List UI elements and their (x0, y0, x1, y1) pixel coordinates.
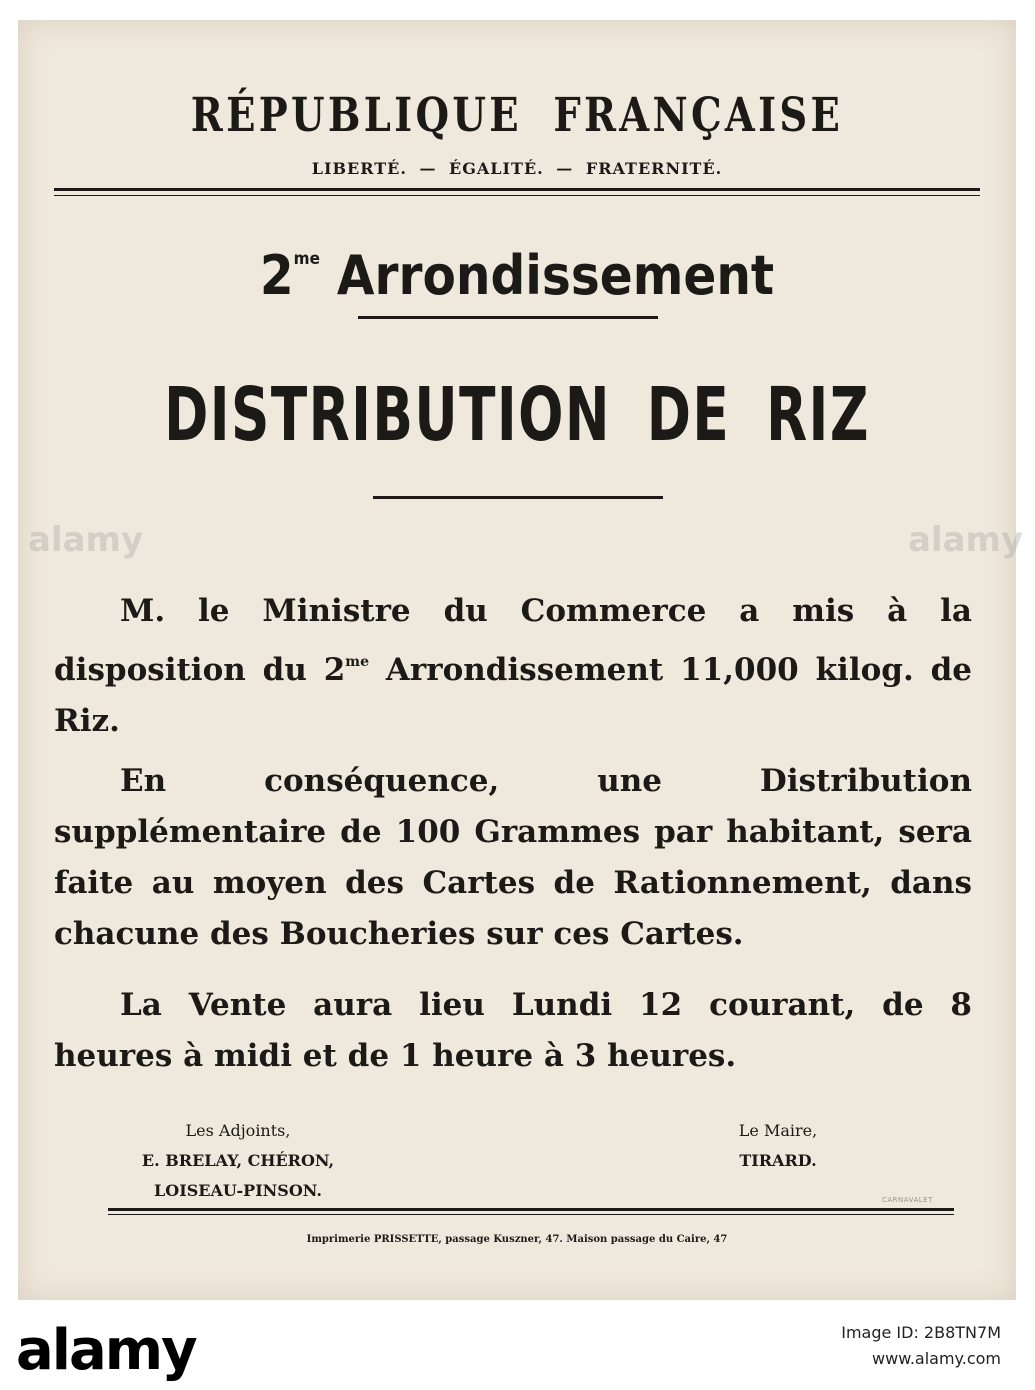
headline-rule (373, 496, 663, 499)
paragraph-ministre-number: 2 (323, 652, 346, 688)
watermark-left: alamy (28, 520, 144, 560)
paragraph-ministre-start: M. le Ministre du Commerce a mis à la disposition du (54, 593, 972, 688)
arrondissement-number: 2 (259, 244, 294, 307)
arrondissement-word: Arrondissement (336, 244, 775, 307)
distribution-headline: DISTRIBUTION DE RIZ (164, 372, 870, 458)
image-id-label: Image ID: 2B8TN7M (841, 1323, 1001, 1342)
watermark-right: alamy (908, 520, 1024, 560)
image-url: www.alamy.com (872, 1349, 1001, 1368)
printer-credit: Imprimerie PRISSETTE, passage Kuszner, 47. Maison passage du Caire, 47 (306, 1234, 728, 1245)
footer-rule-thin (108, 1214, 954, 1215)
republic-motto: LIBERTÉ. — ÉGALITÉ. — FRATERNITÉ. (311, 159, 723, 178)
paragraph-vente: La Vente aura lieu Lundi 12 courant, de 8 heures à midi et de 1 heure à 3 heures. (54, 987, 972, 1074)
republic-title: RÉPUBLIQUE FRANÇAISE (190, 88, 844, 143)
signature-maire-role: Le Maire, (738, 1121, 818, 1140)
paragraph-ministre-suffix: me (345, 654, 370, 670)
footer-rule (108, 1208, 954, 1211)
arrondissement-suffix: me (293, 249, 320, 269)
signature-adjoints-role: Les Adjoints, (185, 1121, 291, 1140)
signature-maire-name: TIRARD. (739, 1151, 817, 1170)
museum-stamp: CARNAVALET (882, 1196, 933, 1204)
signature-adjoints-names-line1: E. BRELAY, CHÉRON, (141, 1151, 335, 1170)
arrondissement-rule (358, 316, 658, 319)
signature-adjoints-names-line2: LOISEAU-PINSON. (154, 1181, 322, 1200)
image-id (841, 1320, 1001, 1372)
poster (18, 20, 1024, 1300)
alamy-logo: alamy (16, 1318, 196, 1383)
arrondissement-heading (68, 244, 966, 307)
header-rule (54, 188, 980, 191)
signature-adjoints (108, 1116, 368, 1206)
header-rule-thin (54, 195, 980, 196)
paragraph-consequence: En conséquence, une Distribution supplémentaire de 100 Grammes par habitant, sera faite au moyen des Cartes de Rationnement, dans chacune des Boucheries sur ces Cartes. (54, 763, 972, 952)
signature-maire (708, 1116, 848, 1176)
paragraph-ministre-end: Arrondissement 11,000 kilog. de Riz. (54, 652, 972, 739)
paragraph-ministre (54, 586, 972, 747)
